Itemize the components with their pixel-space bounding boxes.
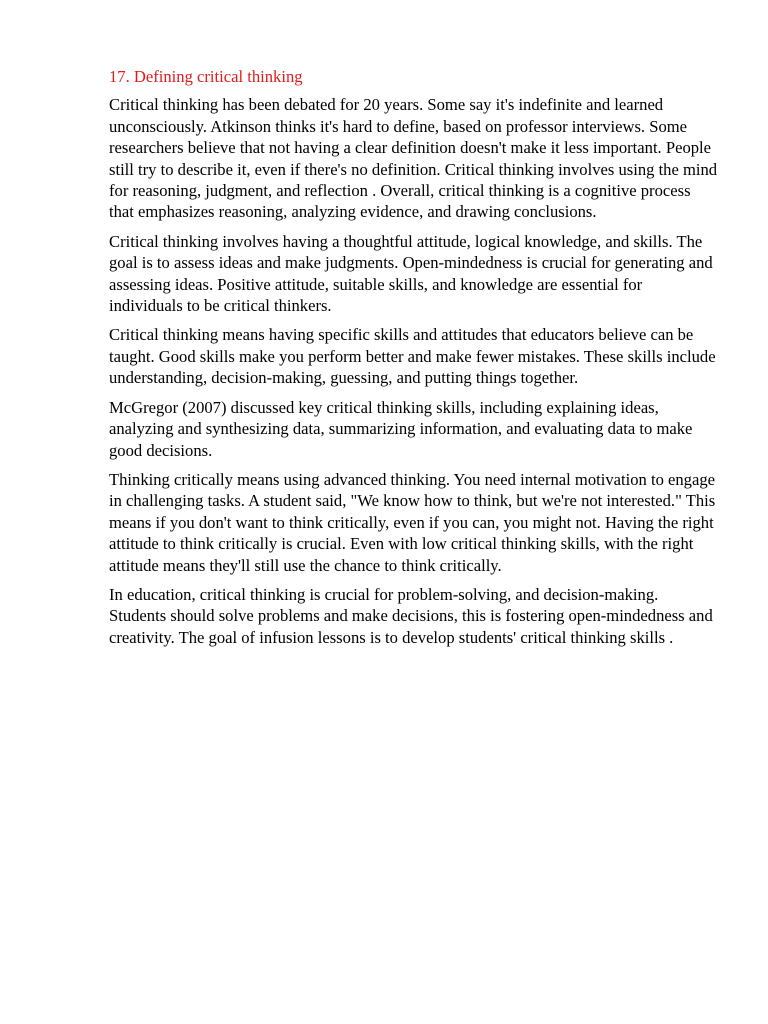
paragraph-3: Critical thinking means having specific skills and attitudes that educators believe can be taught. Good skills make you perform better and make fewer mistakes. These skills include understanding, decision-making, guessing, and putting things together. [109, 325, 716, 388]
paragraph-5: Thinking critically means using advanced thinking. You need internal motivation to engage in challenging tasks. A student said, "We know how to think, but we're not interested." This means if you don't want to think critically, even if you can, you might not. Having the right attitude to think critically is crucial. Even with low critical thinking skills, with the right attitude means they'll still use the chance to think critically. [109, 469, 716, 575]
paragraph-6: In education, critical thinking is crucial for problem-solving, and decision-making. Students should solve problems and make decisions, this is fostering open-mindedness and creativity. The goal of infusion lessons is to develop students' critical thinking skills . [109, 584, 713, 647]
paragraph-2: Critical thinking involves having a thoughtful attitude, logical knowledge, and skills. The goal is to assess ideas and make judgments. Open-mindedness is crucial for generating and assessing ideas. Positive attitude, suitable skills, and knowledge are essential for individuals to be critical thinkers. [109, 231, 713, 316]
section-heading: 17. Defining critical thinking [109, 67, 303, 86]
paragraph-4: McGregor (2007) discussed key critical thinking skills, including explaining ideas, analyzing and synthesizing data, summarizing information, and evaluating data to make good decisions. [109, 397, 693, 460]
paragraph-1: Critical thinking has been debated for 20 years. Some say it's indefinite and learned unconsciously. Atkinson thinks it's hard to define, based on professor interviews. Some researchers believe that not having a clear definition doesn't make it less important. People still try to describe it, even if there's no definition. Critical thinking involves using the mind for reasoning, judgment, and reflection . Overall, critical thinking is a cognitive process that emphasizes reasoning, analyzing evidence, and drawing conclusions. [109, 95, 718, 222]
document-page [109, 66, 719, 656]
